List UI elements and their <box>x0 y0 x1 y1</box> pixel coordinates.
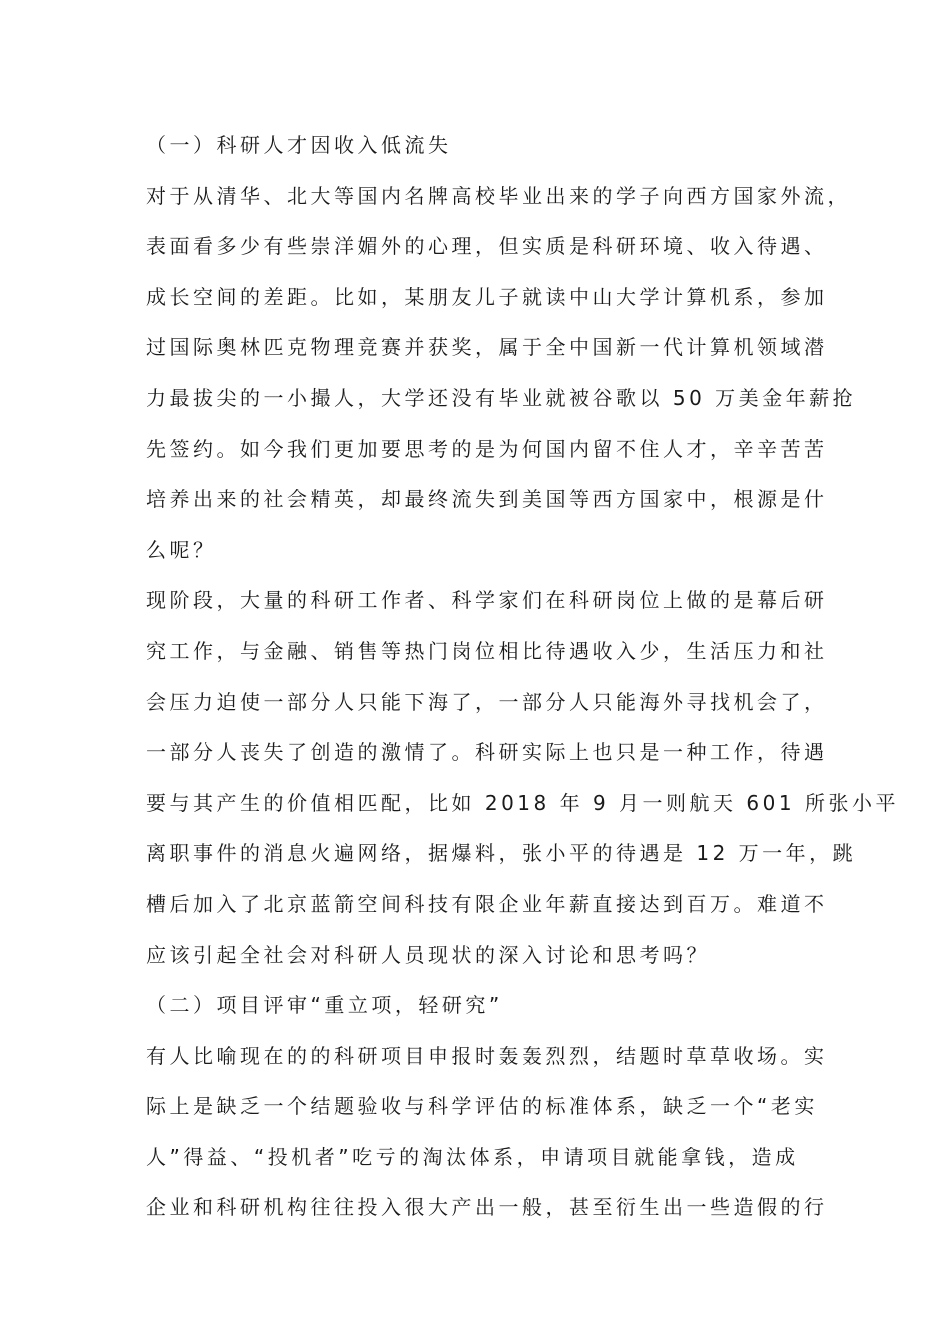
text-line: 离职事件的消息火遍网络，据爆料，张小平的待遇是 12 万一年，跳 <box>146 841 857 866</box>
text-line: 过国际奥林匹克物理竞赛并获奖，属于全中国新一代计算机领域潜 <box>146 335 828 360</box>
text-line: 人”得益、“投机者”吃亏的淘汰体系，申请项目就能拿钱，造成 <box>146 1144 799 1169</box>
text-line: 企业和科研机构往往投入很大产出一般，甚至衍生出一些造假的行 <box>146 1195 828 1220</box>
text-line: 一部分人丧失了创造的激情了。科研实际上也只是一种工作，待遇 <box>146 740 828 765</box>
text-line: 究工作，与金融、销售等热门岗位相比待遇收入少，生活压力和社 <box>146 638 828 663</box>
text-line: 际上是缺乏一个结题验收与科学评估的标准体系，缺乏一个“老实 <box>146 1094 818 1119</box>
text-line: 要与其产生的价值相匹配，比如 2018 年 9 月一则航天 601 所张小平 <box>146 790 899 815</box>
text-line: 应该引起全社会对科研人员现状的深入讨论和思考吗？ <box>146 942 710 967</box>
text-line: 现阶段，大量的科研工作者、科学家们在科研岗位上做的是幕后研 <box>146 588 828 613</box>
document-body <box>146 133 899 1246</box>
text-line: 有人比喻现在的的科研项目申报时轰轰烈烈，结题时草草收场。实 <box>146 1043 828 1068</box>
text-line: 先签约。如今我们更加要思考的是为何国内留不住人才，辛辛苦苦 <box>146 436 828 461</box>
section-heading-1: （一）科研人才因收入低流失 <box>146 133 452 157</box>
section-heading-2: （二）项目评审“重立项，轻研究” <box>146 993 503 1018</box>
text-line: 么呢？ <box>146 537 217 562</box>
text-line: 表面看多少有些崇洋媚外的心理，但实质是科研环境、收入待遇、 <box>146 234 828 259</box>
text-line: 培养出来的社会精英，却最终流失到美国等西方国家中，根源是什 <box>146 487 828 512</box>
text-line: 对于从清华、北大等国内名牌高校毕业出来的学子向西方国家外流， <box>146 183 851 208</box>
text-line: 成长空间的差距。比如，某朋友儿子就读中山大学计算机系，参加 <box>146 284 828 309</box>
text-line: 会压力迫使一部分人只能下海了，一部分人只能海外寻找机会了， <box>146 689 828 714</box>
text-line: 力最拔尖的一小撮人，大学还没有毕业就被谷歌以 50 万美金年薪抢 <box>146 385 857 410</box>
text-line: 槽后加入了北京蓝箭空间科技有限企业年薪直接达到百万。难道不 <box>146 891 828 916</box>
